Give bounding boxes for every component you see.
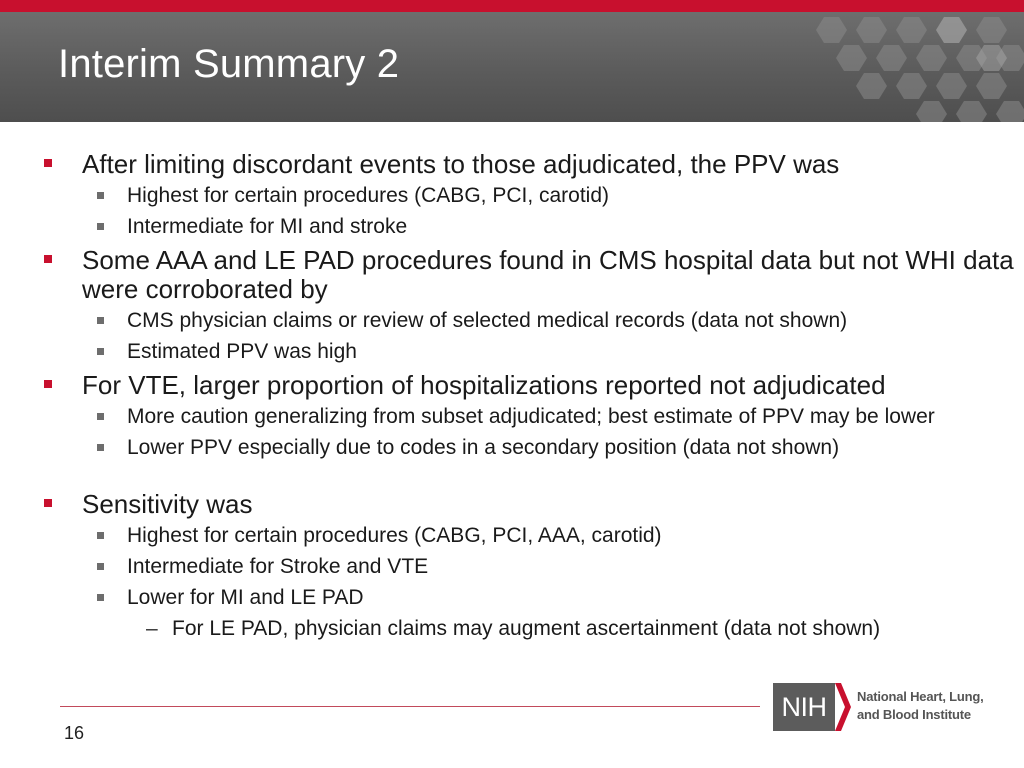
bullet-text: Lower PPV especially due to codes in a secondary position (data not shown) — [127, 436, 840, 459]
footer-divider — [60, 706, 760, 707]
bullet-level2 — [0, 524, 1024, 548]
bullet-level2 — [0, 184, 1024, 208]
bullet-text: Some AAA and LE PAD procedures found in CMS hospital data but not WHI data were corroborated by — [82, 245, 1014, 304]
gray-square-bullet-icon — [97, 594, 104, 601]
nih-logo-box: NIH — [773, 683, 835, 731]
hexagon-pattern-decoration — [764, 12, 1024, 122]
gray-square-bullet-icon — [97, 223, 104, 230]
bullet-level2 — [0, 586, 1024, 610]
gray-square-bullet-icon — [97, 348, 104, 355]
red-square-bullet-icon — [44, 255, 52, 263]
dash-bullet-icon: – — [146, 617, 158, 640]
gray-square-bullet-icon — [97, 444, 104, 451]
bullet-list — [0, 150, 1024, 647]
bullet-level1 — [0, 490, 1024, 519]
gray-square-bullet-icon — [97, 413, 104, 420]
bullet-text: Highest for certain procedures (CABG, PCI, AAA, carotid) — [127, 524, 662, 547]
nih-chevron-icon — [835, 683, 851, 731]
bullet-text: More caution generalizing from subset adjudicated; best estimate of PPV may be lower — [127, 405, 935, 428]
bullet-level1 — [0, 246, 1024, 304]
gray-square-bullet-icon — [97, 563, 104, 570]
bullet-text: CMS physician claims or review of selected medical records (data not shown) — [127, 309, 848, 332]
red-square-bullet-icon — [44, 499, 52, 507]
nih-nhlbi-logo — [773, 683, 988, 733]
bullet-level1 — [0, 150, 1024, 179]
institute-line1: National Heart, Lung, — [857, 689, 984, 704]
red-square-bullet-icon — [44, 380, 52, 388]
top-accent-bar — [0, 0, 1024, 12]
bullet-text: For VTE, larger proportion of hospitalizations reported not adjudicated — [82, 370, 886, 400]
bullet-level1 — [0, 371, 1024, 400]
bullet-level2 — [0, 215, 1024, 239]
gray-square-bullet-icon — [97, 192, 104, 199]
bullet-level2 — [0, 555, 1024, 579]
bullet-level2 — [0, 405, 1024, 429]
page-number: 16 — [64, 723, 85, 743]
gray-square-bullet-icon — [97, 317, 104, 324]
slide-title: Interim Summary 2 — [58, 42, 400, 86]
bullet-text: Intermediate for Stroke and VTE — [127, 555, 429, 578]
bullet-level2 — [0, 436, 1024, 460]
bullet-text: Sensitivity was — [82, 489, 253, 519]
bullet-text: Lower for MI and LE PAD — [127, 586, 364, 609]
bullet-text: Intermediate for MI and stroke — [127, 215, 408, 238]
bullet-text: For LE PAD, physician claims may augment ascertainment (data not shown) — [172, 617, 881, 640]
bullet-text: Estimated PPV was high — [127, 340, 357, 363]
bullet-level3 — [0, 617, 1024, 641]
bullet-text: After limiting discordant events to those adjudicated, the PPV was — [82, 149, 840, 179]
gray-square-bullet-icon — [97, 532, 104, 539]
bullet-level2 — [0, 340, 1024, 364]
slide-header — [0, 12, 1024, 122]
bullet-text: Highest for certain procedures (CABG, PCI, carotid) — [127, 184, 610, 207]
nih-institute-name — [857, 688, 984, 724]
red-square-bullet-icon — [44, 159, 52, 167]
institute-line2: and Blood Institute — [857, 707, 971, 722]
bullet-level2 — [0, 309, 1024, 333]
